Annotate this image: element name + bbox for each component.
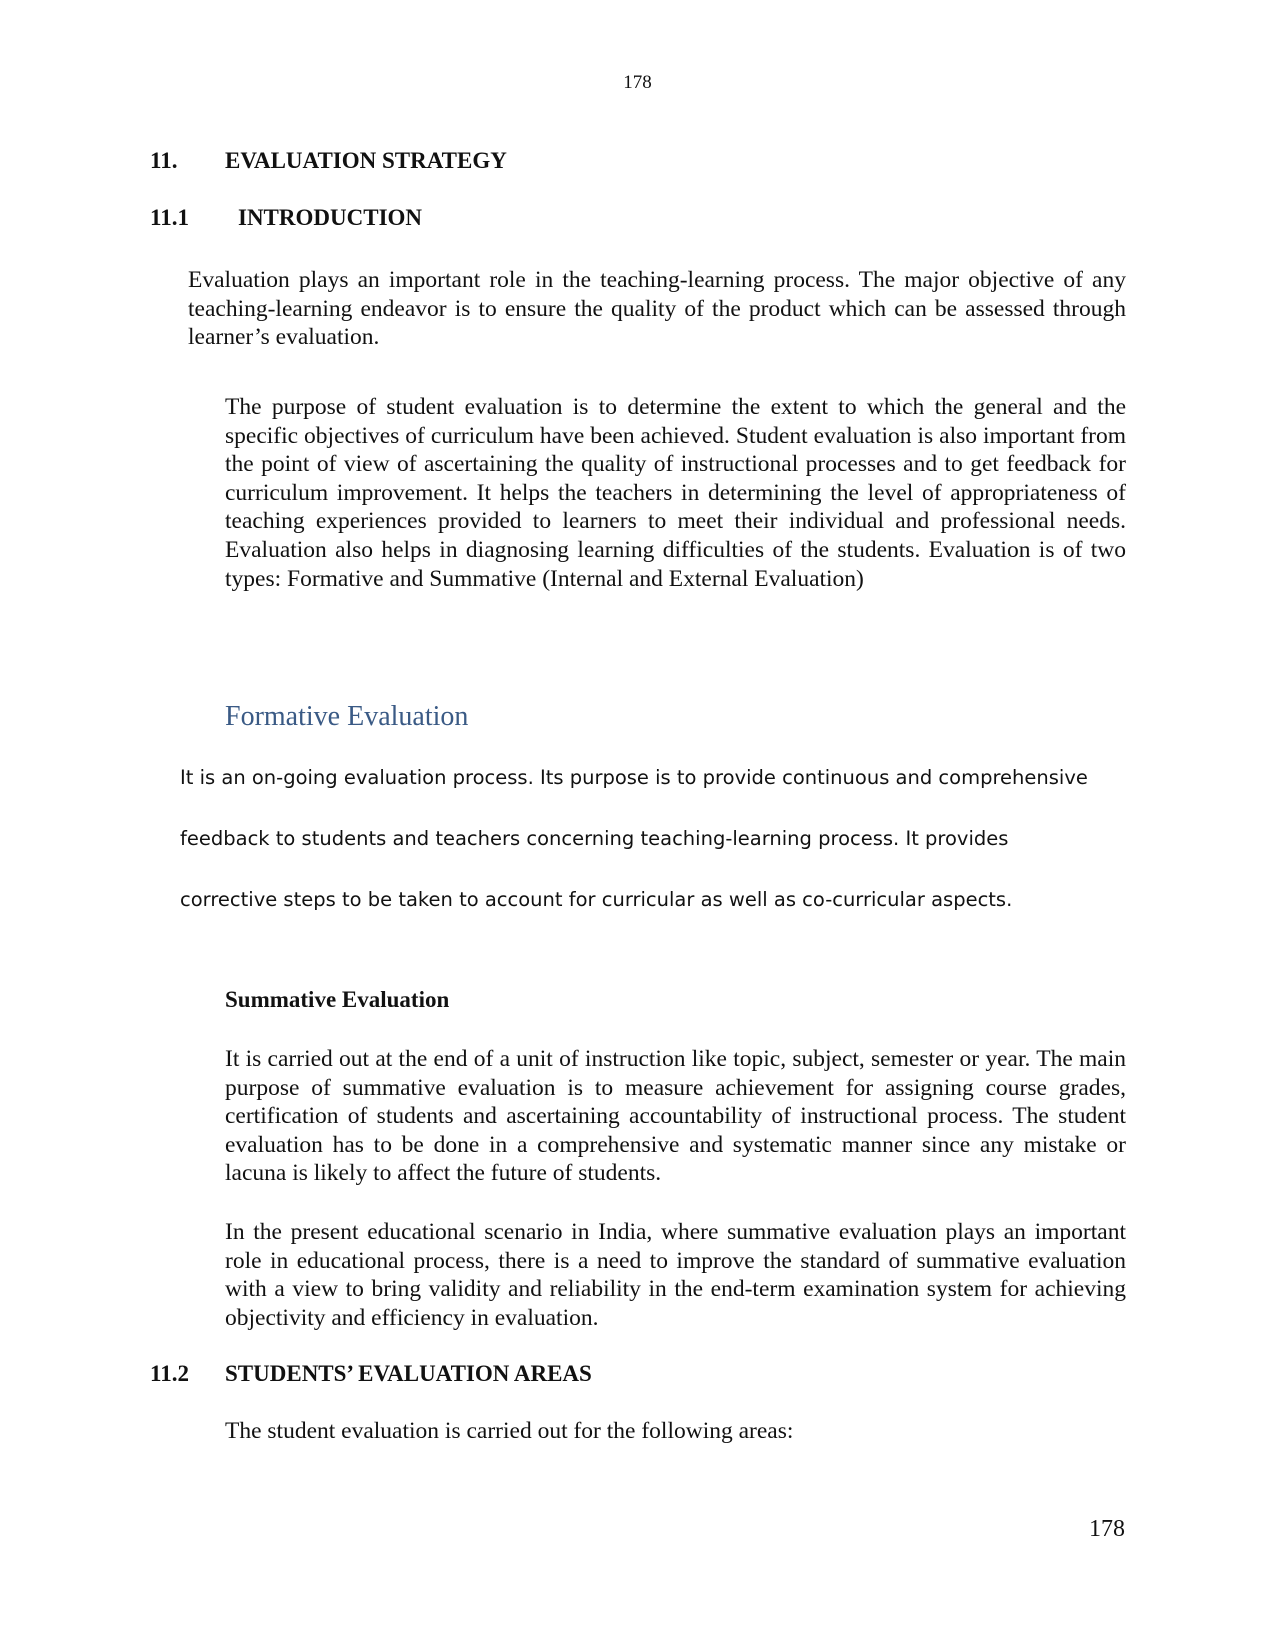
formative-line: feedback to students and teachers concerning teaching-learning process. It provides bbox=[180, 827, 1009, 850]
summative-heading: Summative Evaluation bbox=[225, 987, 450, 1012]
subsection-title: STUDENTS’ EVALUATION AREAS bbox=[225, 1361, 592, 1386]
formative-line: corrective steps to be taken to account for curricular as well as co-curricular aspects. bbox=[180, 888, 1013, 911]
areas-intro-text: The student evaluation is carried out for the following areas: bbox=[225, 1418, 794, 1444]
subsection-number: 11.2 bbox=[150, 1361, 189, 1386]
subsection-heading-areas bbox=[150, 1361, 592, 1387]
subsection-heading-introduction bbox=[150, 205, 422, 231]
summative-paragraph-2: In the present educational scenario in India, where summative evaluation plays an important role in educational process, there is a need to improve the standard of summative evaluation with a view to bring validity and reliability in the end-term examination system for achieving objectivity and efficiency in evaluation. bbox=[225, 1219, 1126, 1331]
page-number-bottom: 178 bbox=[1089, 1516, 1125, 1542]
section-heading bbox=[150, 148, 507, 174]
purpose-paragraph: The purpose of student evaluation is to determine the extent to which the general and the specific objectives of curriculum have been achieved. Student evaluation is also important from the point of view of ascertaining the quality of instructional processes and to get feedback for curriculum improvement. It helps the teachers in determining the level of appropriateness of teaching experiences provided to learners to meet their individual and professional needs. Evaluation also helps in diagnosing learning difficulties of the students. Evaluation is of two types: Formative and Summative (Internal and External Evaluation) bbox=[225, 394, 1126, 592]
page-number-top: 178 bbox=[623, 72, 652, 93]
section-title: EVALUATION STRATEGY bbox=[225, 148, 507, 173]
subsection-number: 11.1 bbox=[150, 205, 189, 230]
section-number: 11. bbox=[150, 148, 178, 173]
subsection-title: INTRODUCTION bbox=[238, 205, 423, 230]
formative-line: It is an on-going evaluation process. Its purpose is to provide continuous and comprehensive bbox=[180, 766, 1088, 789]
intro-paragraph: Evaluation plays an important role in the teaching-learning process. The major objective of any teaching-learning endeavor is to ensure the quality of the product which can be assessed through learner’s evaluation. bbox=[188, 267, 1126, 351]
summative-paragraph-1: It is carried out at the end of a unit of instruction like topic, subject, semester or year. The main purpose of summative evaluation is to measure achievement for assigning course grades, certification of students and ascertaining accountability of instructional process. The student evaluation has to be done in a comprehensive and systematic manner since any mistake or lacuna is likely to affect the future of students. bbox=[225, 1046, 1126, 1187]
formative-heading: Formative Evaluation bbox=[225, 701, 469, 732]
